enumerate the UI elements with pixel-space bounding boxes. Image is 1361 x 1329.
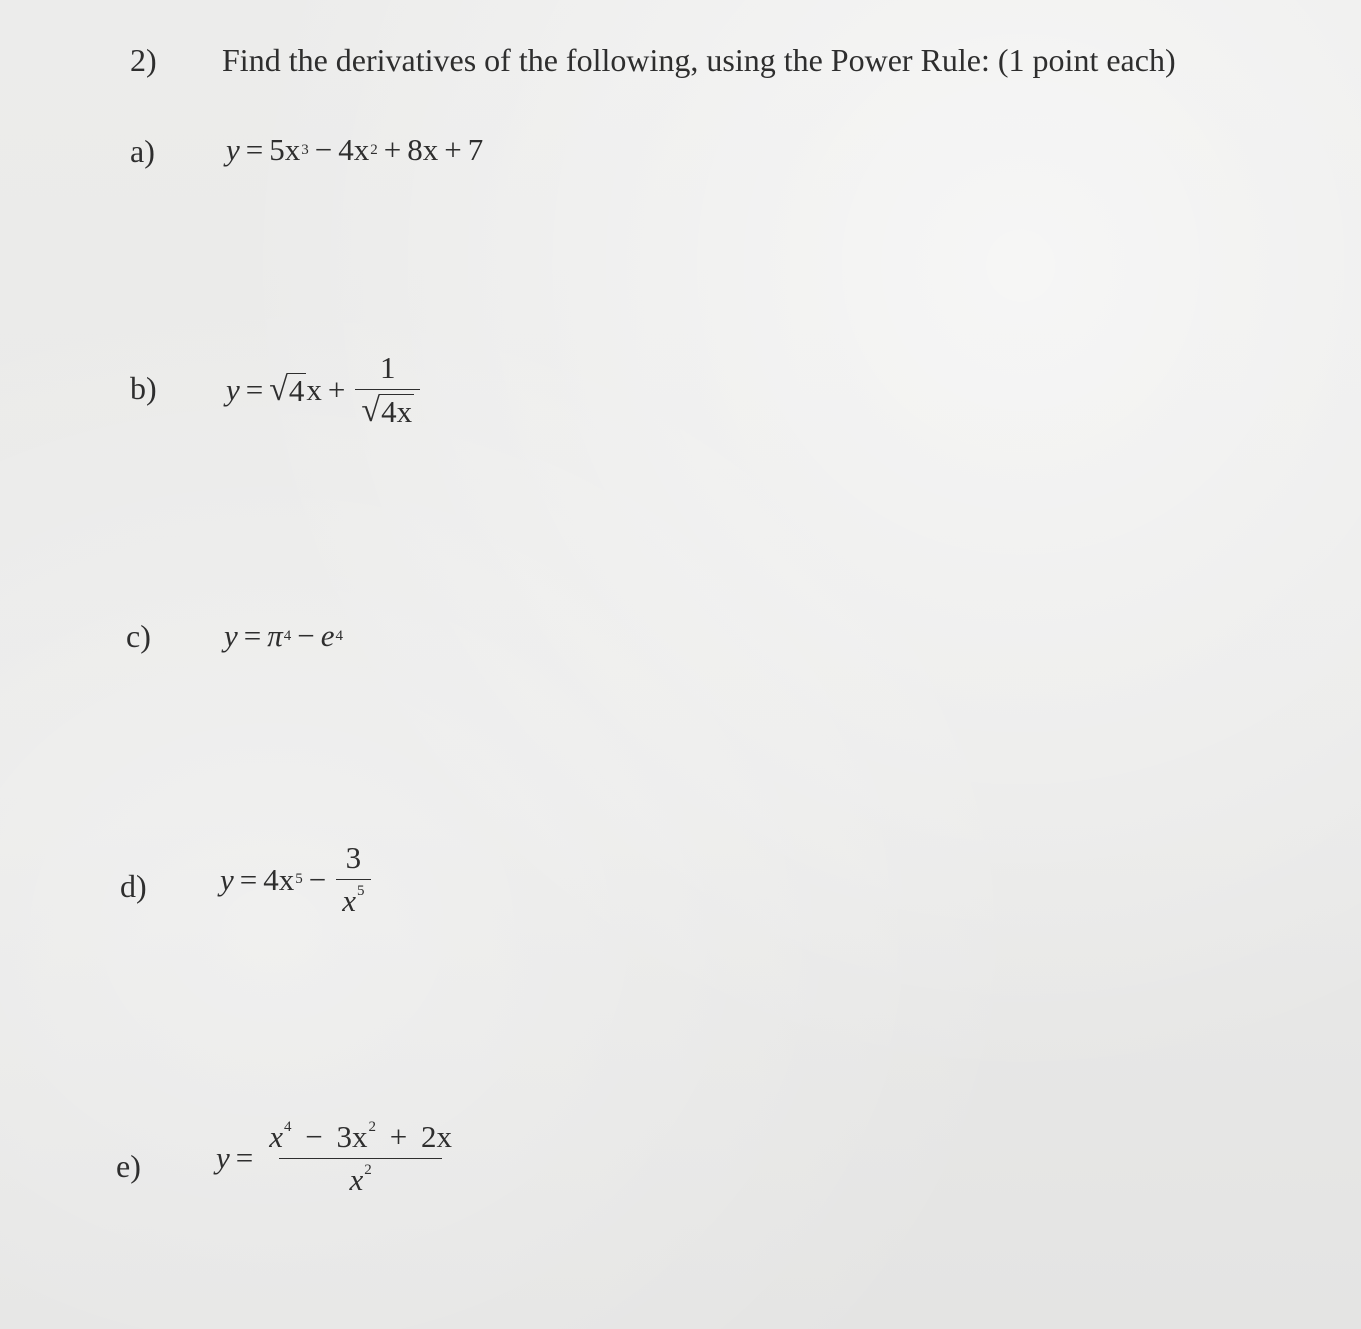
eq-b-sqrt2 — [361, 394, 414, 429]
eq-b-numerator: 1 — [379, 350, 396, 385]
eq-d-minus: − — [308, 861, 327, 897]
eq-e-y: y — [216, 1140, 230, 1176]
eq-b-radicand2: 4x — [381, 393, 413, 429]
eq-d-numerator: 3 — [345, 840, 362, 875]
eq-e-numerator — [263, 1120, 458, 1158]
eq-e-equals: = — [235, 1140, 254, 1176]
eq-e-num-exp2: 2 — [368, 1119, 376, 1135]
eq-a-exp1: 3 — [301, 141, 309, 158]
eq-a-term2: 4x — [338, 132, 370, 167]
eq-c-exp2: 4 — [335, 627, 344, 644]
eq-b-fraction — [355, 352, 420, 428]
item-label-d: d) — [120, 868, 147, 904]
eq-a-y: y — [226, 132, 240, 167]
eq-d-term1: 4x — [263, 861, 295, 897]
eq-a-plus2: + — [444, 132, 462, 167]
eq-b-radicand1: 4 — [288, 372, 305, 408]
equation-a — [226, 132, 483, 168]
eq-d-y: y — [220, 861, 234, 897]
eq-d-den-x: x — [342, 882, 356, 918]
eq-a-term3: 8x — [407, 132, 439, 167]
eq-b-x: x — [306, 372, 322, 408]
eq-d-equals: = — [239, 861, 258, 897]
eq-b-y: y — [226, 372, 240, 408]
eq-e-fraction — [263, 1120, 458, 1196]
eq-e-den-exp: 2 — [364, 1161, 372, 1178]
eq-c-minus: − — [297, 618, 315, 653]
equation-c — [224, 618, 343, 654]
eq-b-radical1: √ — [269, 371, 288, 409]
eq-a-plus1: + — [383, 132, 402, 167]
eq-a-exp2: 2 — [370, 141, 378, 158]
eq-c-pi: π — [267, 618, 283, 653]
eq-d-fraction — [336, 842, 370, 917]
eq-e-denominator — [279, 1158, 441, 1197]
eq-a-term4: 7 — [467, 132, 484, 167]
eq-a-equals: = — [245, 132, 264, 167]
eq-d-den-exp: 5 — [357, 882, 365, 899]
item-label-a: a) — [130, 133, 155, 169]
eq-c-e: e — [320, 618, 335, 653]
eq-a-term1: 5x — [269, 132, 301, 167]
eq-b-sqrt1 — [269, 373, 306, 408]
eq-a-minus: − — [314, 132, 333, 167]
eq-b-denominator — [355, 389, 420, 429]
eq-c-exp1: 4 — [283, 627, 292, 644]
equation-d — [220, 842, 375, 917]
eq-e-num-exp1: 4 — [284, 1119, 292, 1135]
item-label-b: b) — [130, 370, 157, 406]
eq-e-num-x: x — [269, 1119, 284, 1154]
eq-d-denominator — [336, 879, 370, 918]
eq-c-y: y — [224, 618, 238, 653]
eq-d-exp1: 5 — [295, 871, 303, 888]
eq-b-plus: + — [327, 372, 346, 408]
item-label-c: c) — [126, 618, 151, 654]
item-label-e: e) — [116, 1148, 141, 1184]
eq-e-num-term2: 3x — [336, 1119, 368, 1154]
eq-e-den-x: x — [349, 1161, 364, 1197]
eq-e-num-plus: + — [389, 1119, 408, 1154]
question-instruction: Find the derivatives of the following, using the Power Rule: (1 point each) — [222, 42, 1176, 78]
eq-c-equals: = — [243, 618, 262, 653]
eq-b-equals: = — [245, 372, 264, 408]
eq-e-num-minus: − — [305, 1119, 323, 1154]
equation-b — [226, 352, 424, 428]
question-number: 2) — [130, 42, 157, 78]
eq-b-radical2: √ — [361, 392, 381, 430]
equation-e — [216, 1120, 462, 1196]
eq-e-num-term3: 2x — [420, 1119, 452, 1154]
